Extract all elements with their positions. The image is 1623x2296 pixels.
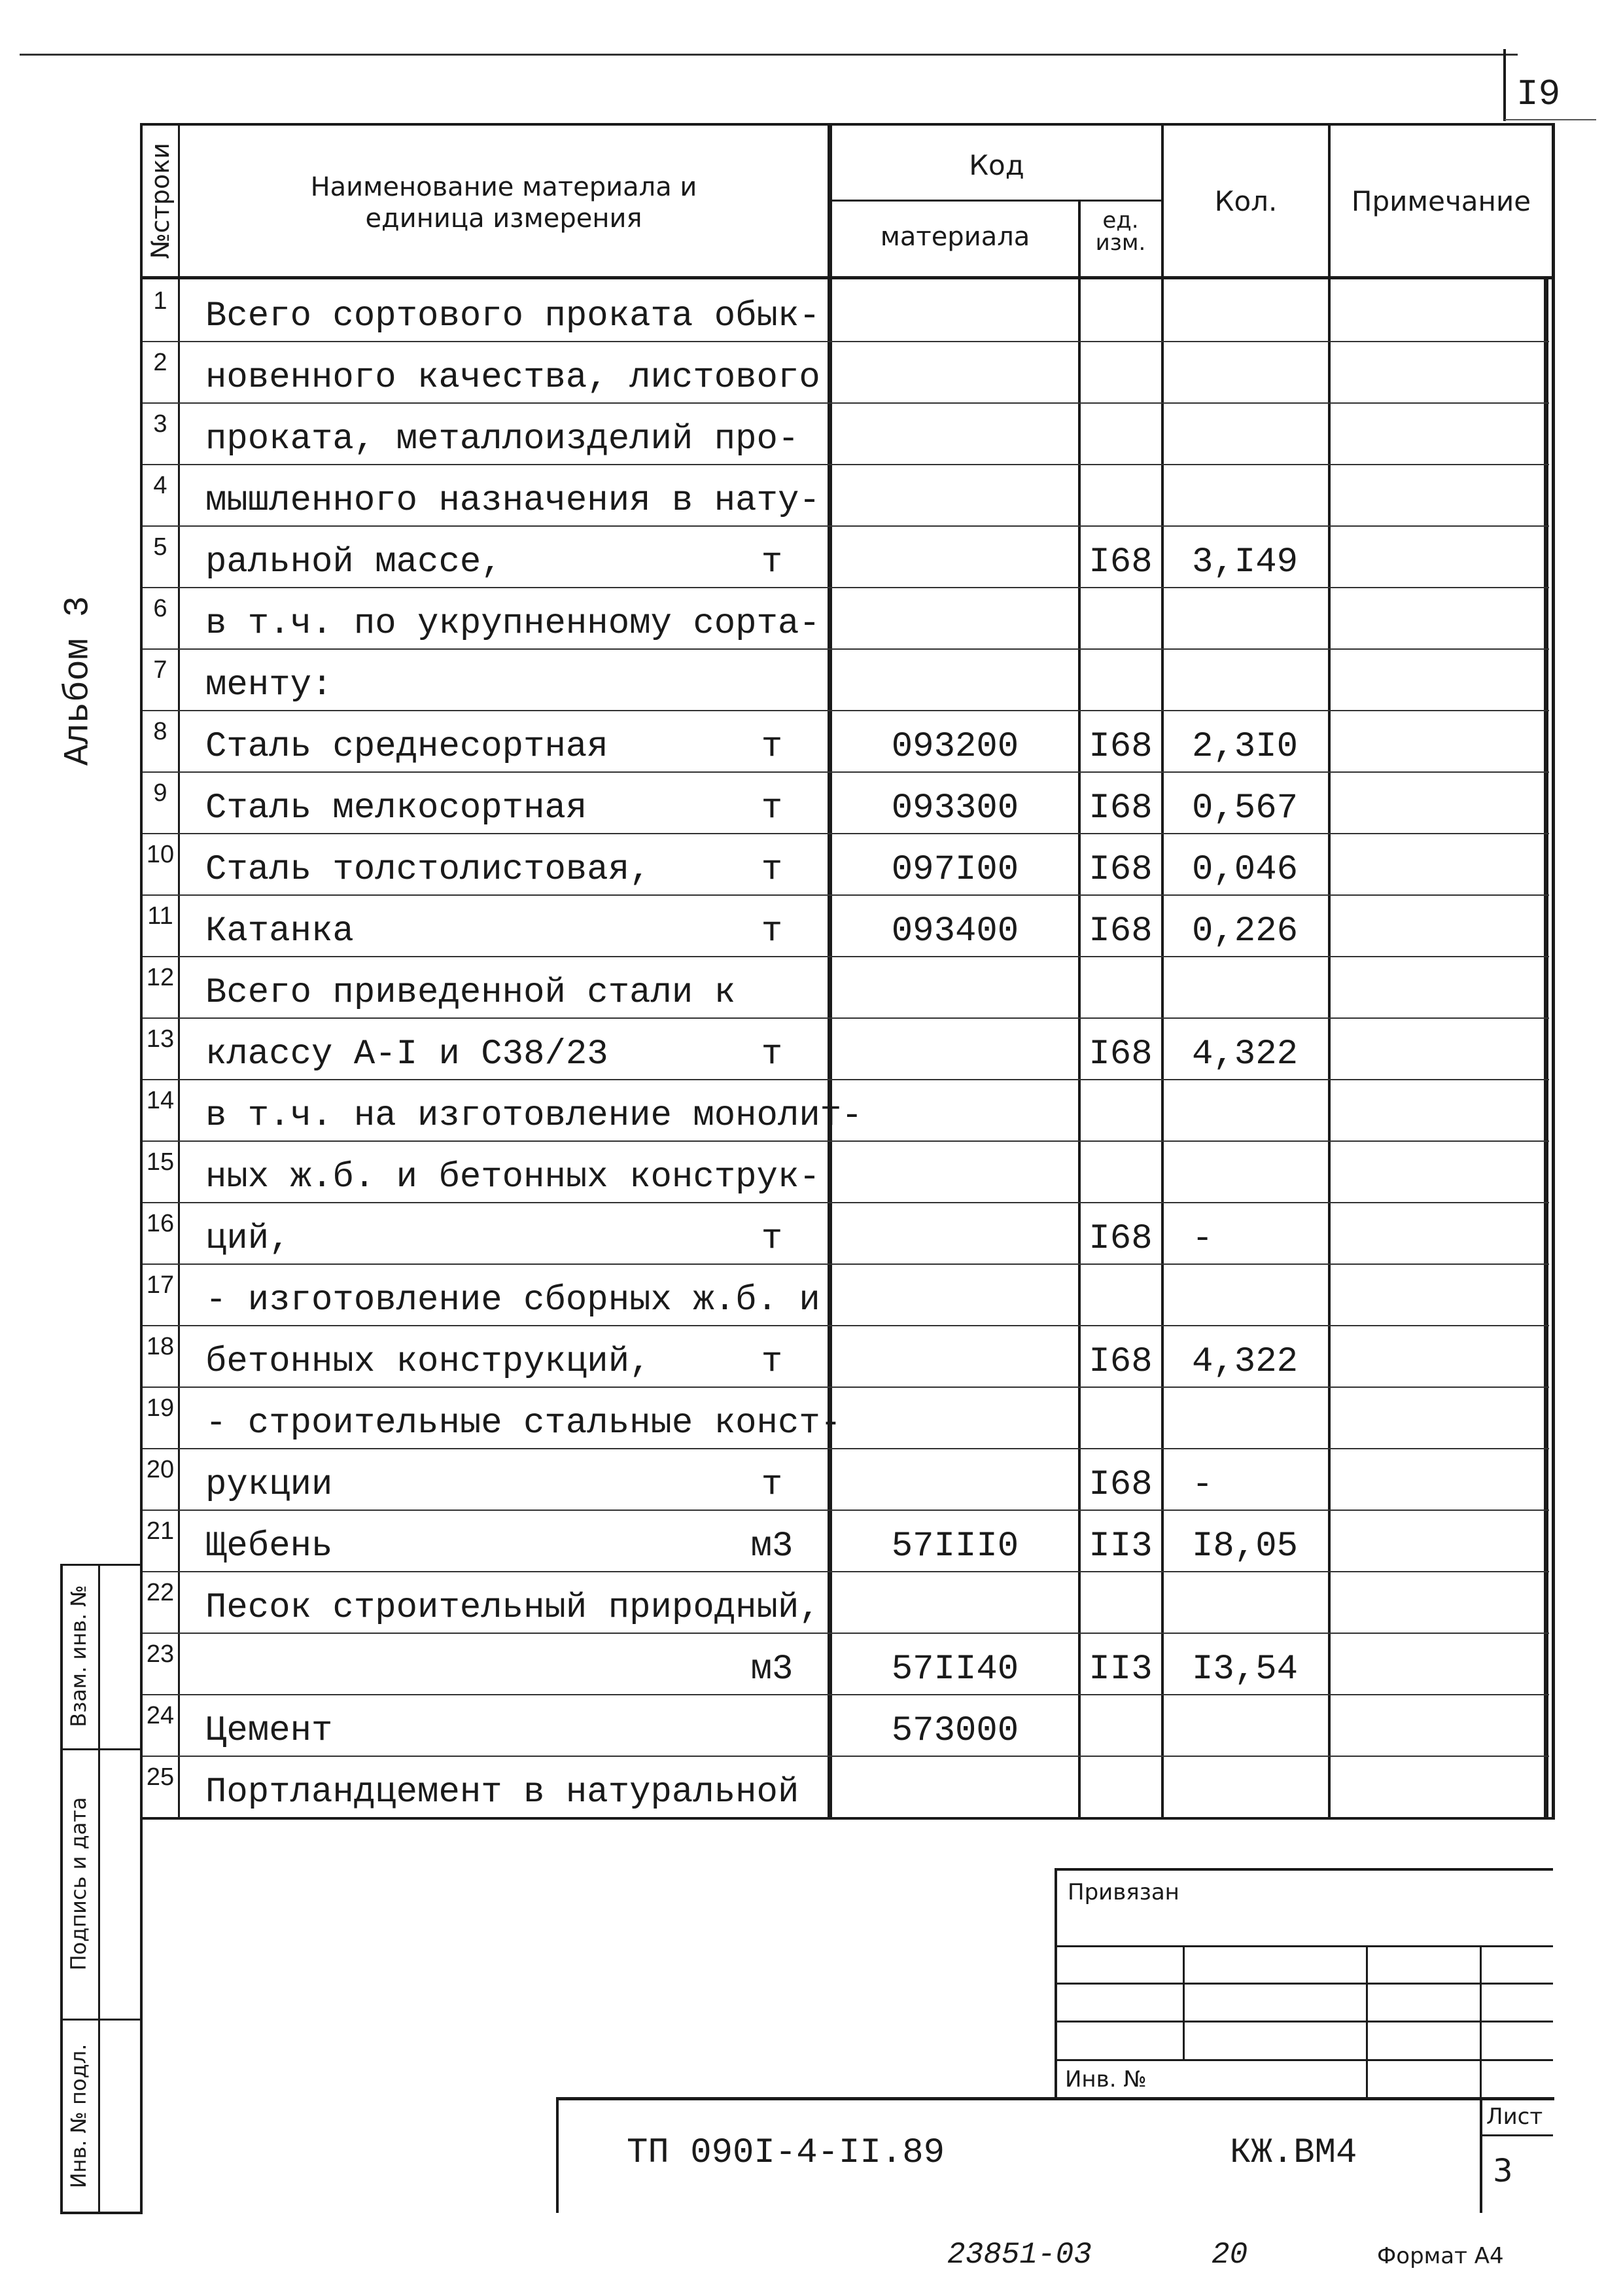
row-name: менту: [205, 665, 333, 705]
row-separator [143, 1448, 1549, 1449]
row-unit: м3 [750, 1650, 794, 1689]
row-code: 093400 [891, 911, 1019, 951]
header-qty: Кол. [1214, 185, 1278, 217]
row-unit: т [761, 542, 783, 582]
row-number: 22 [146, 1579, 175, 1606]
row-name: Катанка [205, 911, 354, 951]
row-name: Песок строительный природный, [205, 1588, 820, 1628]
header-code-material: материала [880, 222, 1030, 252]
row-number: 8 [153, 718, 167, 745]
row-code: 093300 [891, 788, 1019, 828]
row-qty: 2,3I0 [1192, 727, 1299, 767]
row-unit: м3 [750, 1527, 794, 1566]
row-unit: т [761, 911, 783, 951]
row-ed: I68 [1089, 788, 1153, 828]
row-number: 23 [146, 1640, 175, 1668]
row-code: 57II40 [891, 1650, 1019, 1689]
row-number: 25 [146, 1763, 175, 1791]
row-qty: I3,54 [1192, 1650, 1299, 1689]
row-number: 20 [146, 1456, 175, 1483]
row-name: Всего приведенной стали к [205, 973, 736, 1013]
row-separator [143, 341, 1549, 342]
row-separator [143, 1079, 1549, 1080]
row-separator [143, 1202, 1549, 1203]
row-name: - изготовление сборных ж.б. и [205, 1280, 820, 1320]
row-separator [143, 956, 1549, 957]
row-number: 12 [146, 964, 175, 991]
stamp-podpis: Подпись и дата [66, 1797, 91, 1971]
row-ed: I68 [1089, 1342, 1153, 1382]
row-unit: т [761, 1342, 783, 1382]
row-number: 21 [146, 1517, 175, 1545]
row-qty: - [1192, 1465, 1213, 1505]
row-code: 57III0 [891, 1527, 1019, 1566]
row-code: 093200 [891, 727, 1019, 767]
row-qty: I8,05 [1192, 1527, 1299, 1566]
row-separator [143, 710, 1549, 711]
row-separator [143, 525, 1549, 527]
row-separator [143, 833, 1549, 834]
row-name: Цемент [205, 1711, 333, 1751]
header-code: Код [969, 149, 1024, 181]
row-number: 16 [146, 1210, 175, 1237]
row-name: бетонных конструкций, [205, 1342, 651, 1382]
album-label: Альбом 3 [58, 595, 99, 766]
row-number: 7 [153, 656, 167, 684]
row-name: классу А-I и С38/23 [205, 1034, 608, 1074]
row-separator [143, 1694, 1549, 1695]
row-code: 573000 [891, 1711, 1019, 1751]
row-separator [143, 464, 1549, 465]
header-code-unit: ед. изм. [1095, 207, 1146, 256]
row-number: 24 [146, 1702, 175, 1729]
footer-format: Формат А4 [1377, 2243, 1504, 2269]
row-ed: II3 [1089, 1650, 1153, 1689]
row-separator [143, 1756, 1549, 1757]
row-qty: 4,322 [1192, 1342, 1299, 1382]
privyazan-label: Привязан [1068, 1879, 1179, 1905]
row-number: 13 [146, 1025, 175, 1053]
row-name: Портландцемент в натуральной [205, 1773, 799, 1812]
footer-page: 20 [1212, 2238, 1248, 2272]
row-ed: I68 [1089, 1465, 1153, 1505]
header-note: Примечание [1351, 185, 1531, 217]
inv-no-label: Инв. № [1065, 2066, 1147, 2093]
header-name: Наименование материала и единица измерения [310, 172, 697, 234]
row-unit: т [761, 1034, 783, 1074]
row-name: рукции [205, 1465, 333, 1505]
row-separator [143, 771, 1549, 773]
row-name: ральной массе, [205, 542, 502, 582]
row-separator [143, 587, 1549, 588]
row-ed: I68 [1089, 542, 1153, 582]
row-number: 5 [153, 533, 167, 561]
row-unit: т [761, 850, 783, 890]
row-ed: II3 [1089, 1527, 1153, 1566]
row-name: в т.ч. на изготовление монолит- [205, 1096, 863, 1136]
row-separator [143, 1571, 1549, 1572]
row-number: 19 [146, 1394, 175, 1422]
row-qty: 4,322 [1192, 1034, 1299, 1074]
row-number: 17 [146, 1271, 175, 1299]
stamp-vzam: Взам. инв. № [66, 1585, 91, 1727]
row-qty: 0,226 [1192, 911, 1299, 951]
row-name: Всего сортового проката обык- [205, 296, 820, 336]
row-unit: т [761, 1465, 783, 1505]
sheet-label: Лист [1486, 2104, 1543, 2130]
row-name: ций, [205, 1219, 290, 1259]
row-ed: I68 [1089, 727, 1153, 767]
row-unit: т [761, 788, 783, 828]
row-qty: 0,046 [1192, 850, 1299, 890]
doc-mark: КЖ.ВМ4 [1230, 2133, 1357, 2173]
row-separator [143, 1633, 1549, 1634]
row-separator [143, 1017, 1549, 1019]
row-ed: I68 [1089, 850, 1153, 890]
row-separator [143, 402, 1549, 404]
row-ed: I68 [1089, 911, 1153, 951]
row-qty: 0,567 [1192, 788, 1299, 828]
row-qty: 3,I49 [1192, 542, 1299, 582]
row-number: 14 [146, 1087, 175, 1114]
page-number-divider [1503, 49, 1506, 121]
row-unit: т [761, 727, 783, 767]
row-name: проката, металлоизделий про- [205, 419, 799, 459]
row-separator [143, 1325, 1549, 1326]
row-name: Сталь мелкосортная [205, 788, 587, 828]
row-number: 4 [153, 472, 167, 499]
row-separator [143, 894, 1549, 896]
row-number: 10 [146, 841, 175, 868]
row-separator [143, 1263, 1549, 1265]
page-number: I9 [1516, 73, 1561, 115]
row-number: 11 [147, 902, 173, 930]
row-name: - строительные стальные конст- [205, 1404, 842, 1443]
sheet-number: 3 [1493, 2153, 1513, 2189]
row-separator [143, 1510, 1549, 1511]
row-number: 6 [153, 595, 167, 622]
top-rule [20, 54, 1518, 56]
row-number: 18 [146, 1333, 175, 1360]
row-name: мышленного назначения в нату- [205, 481, 820, 521]
row-name: Сталь толстолистовая, [205, 850, 651, 890]
row-name: ных ж.б. и бетонных конструк- [205, 1157, 820, 1197]
header-row-no: №строки [146, 143, 175, 259]
stamp-inv: Инв. № подл. [66, 2043, 91, 2189]
row-ed: I68 [1089, 1219, 1153, 1259]
row-number: 1 [153, 287, 167, 315]
page-number-underline [1505, 119, 1596, 120]
row-name: в т.ч. по укрупненному сорта- [205, 604, 820, 644]
row-name: новенного качества, листового [205, 358, 820, 398]
row-number: 9 [153, 779, 167, 807]
row-separator [143, 648, 1549, 650]
row-name: Щебень [205, 1527, 333, 1566]
row-qty: - [1192, 1219, 1213, 1259]
row-number: 2 [153, 349, 167, 376]
row-unit: т [761, 1219, 783, 1259]
row-number: 15 [146, 1148, 175, 1176]
doc-code: ТП 090I-4-II.89 [627, 2133, 945, 2173]
row-number: 3 [153, 410, 167, 438]
footer-number: 23851-03 [947, 2238, 1092, 2272]
row-name: Сталь среднесортная [205, 727, 608, 767]
row-separator [143, 1140, 1549, 1142]
row-separator [143, 1386, 1549, 1388]
row-code: 097I00 [891, 850, 1019, 890]
row-ed: I68 [1089, 1034, 1153, 1074]
